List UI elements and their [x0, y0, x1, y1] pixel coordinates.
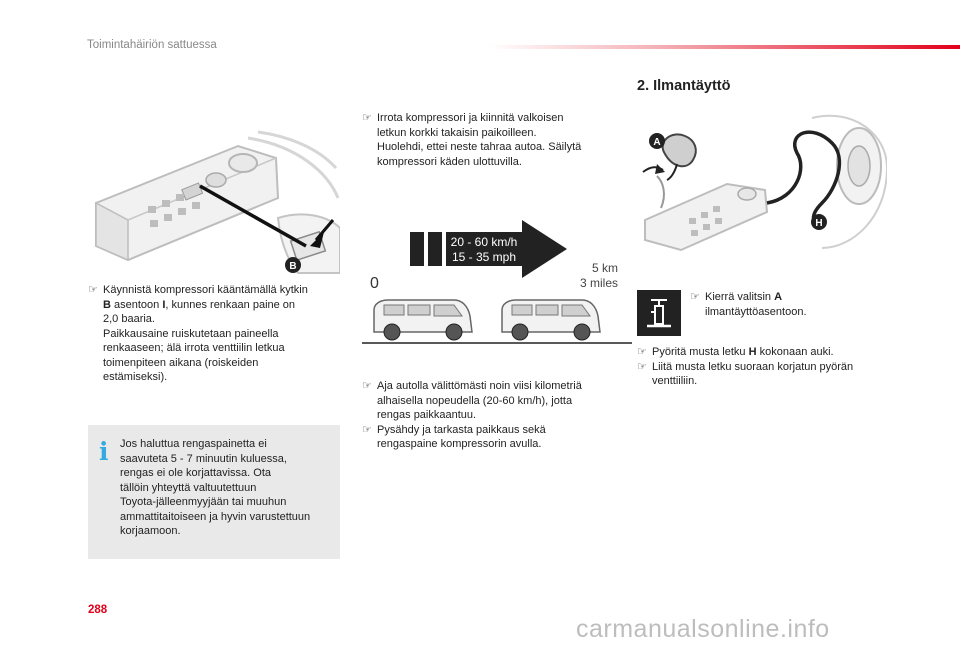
page-number: 288 — [88, 604, 108, 616]
info-note-text: Jos haluttua rengaspainetta ei saavuteta 5 - 7 minuutin kuluessa, rengas ei ole korjattavissa. Ota tällöin yhteyttä valtuutettuun Toyota-jälleenmyyjään tai muuhun ammattitaitoiseen ja hyvin varustettuun korjaamoon. — [120, 438, 311, 537]
bullet-icon: ☞ — [362, 380, 372, 392]
label-b: B — [289, 261, 297, 272]
header-divider — [488, 45, 960, 49]
info-icon: i — [99, 437, 109, 466]
speed-kmh: 20 - 60 km/h — [450, 235, 518, 249]
van-end-icon — [502, 300, 600, 340]
label-a: A — [653, 137, 661, 148]
instruction-remove-compressor: ☞ Irrota kompressori ja kiinnitä valkoisen letkun korkki takaisin paikoilleen. Huolehdi, ettei neste tahraa autoa. Säilytä kompressori käden ulottuvilla. — [362, 112, 582, 168]
distance-km: 5 km — [591, 261, 618, 275]
section-header: Toimintahäiriön sattuessa — [87, 39, 217, 51]
bullet-icon: ☞ — [637, 346, 647, 358]
bullet-icon: ☞ — [88, 284, 98, 296]
inflation-mode-icon — [637, 290, 681, 336]
distance-miles: 3 miles — [579, 276, 618, 290]
section-title: 2. Ilmantäyttö — [637, 78, 731, 94]
start-distance: 0 — [370, 275, 379, 292]
bullet-icon: ☞ — [690, 291, 700, 303]
bullet-icon: ☞ — [637, 360, 647, 373]
instruction-select-a: ☞ Kierrä valitsin A ilmantäyttöasentoon. — [690, 291, 807, 318]
list-item: ☞ Liitä musta letku suoraan korjatun pyörän venttiiliin. — [637, 360, 854, 387]
inflation-figure — [637, 108, 887, 256]
label-h: H — [815, 218, 823, 229]
list-item: ☞ Pyöritä musta letku H kokonaan auki. — [637, 346, 834, 358]
van-start-icon — [374, 300, 472, 340]
instruction-drive-check — [362, 379, 632, 452]
instruction-start-compressor: ☞ Käynnistä kompressori kääntämällä kytkin B asentoon I, kunnes renkaan paine on 2,0 baaria. Paikkausaine ruiskutetaan paineella renkaaseen; älä irrota venttiilin letkua toimenpiteen aikana (roiskeiden estämiseksi). — [88, 284, 308, 383]
watermark: carmanualsonline.info — [576, 615, 830, 643]
bullet-icon: ☞ — [362, 423, 372, 436]
list-item: ☞ Aja autolla välittömästi noin viisi kilometriä alhaisella nopeudella (20-60 km/h), jotta rengas paikkaantuu. — [362, 380, 582, 421]
instruction-connect-hose — [637, 345, 897, 389]
speed-mph: 15 - 35 mph — [451, 250, 517, 264]
driving-speed-figure — [362, 212, 632, 344]
info-note-box — [88, 425, 340, 559]
bullet-icon: ☞ — [362, 112, 372, 124]
compressor-switch-figure — [88, 128, 340, 278]
list-item: ☞ Pysähdy ja tarkasta paikkaus sekä rengaspaine kompressorin avulla. — [362, 423, 546, 450]
